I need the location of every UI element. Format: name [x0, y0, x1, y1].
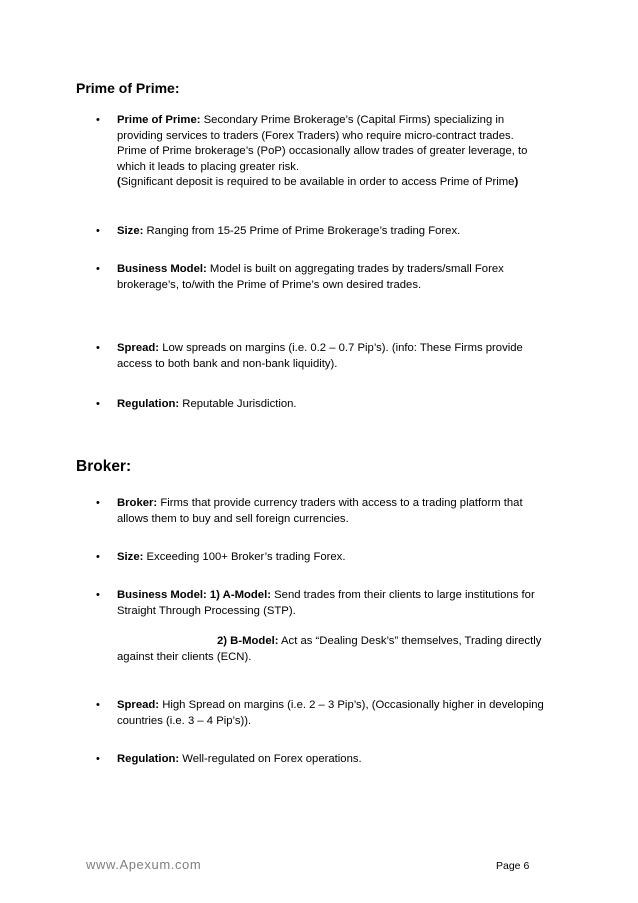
bullet-icon: •: [96, 263, 100, 275]
bullet-icon: •: [96, 342, 100, 354]
document-page: Prime of Prime: • Prime of Prime: Secondary Prime Brokerage’s (Capital Firms) specializing in providing services to traders (Forex Traders) who require micro-contract trades. Prime of Prime brokerage’s (PoP) occasionally allow trades of greater leverage, to which it leads to placing greater risk. (Significant deposit is required to be available in order to access Prime of Prime) • Size: Ranging from 15-25 Prime of Prime Brokerage’s trading Forex. • Business Model: Model is built on aggregating trades by traders/small Forex brokerage’s, to/with the Prime of Prime’s own desired trades. • Spread: Low spreads on margins (i.e. 0.2 – 0.7 Pip’s). (info: These Firms provide access to both bank and non-bank liquidity). • Regulation: Reputable Jurisdiction. Broker: • Broker: Firms that provide currency traders with access to a trading platform that allows them to buy and sell foreign currencies. • Size: Exceeding 100+ Broker’s trading Forex. • Business Model: 1) A-Model: Send trades from their clients to large institutions for Straight Through Processing (STP). 2) B-Model: Act as “Dealing Desk’s” themselves, Trading directly against their clients (ECN). • Spread: High Spread on margins (i.e. 2 – 3 Pip’s), (Occasionally higher in developing countries (i.e. 3 – 4 Pip’s)). • Regulation: Well-regulated on Forex operations. www.Apexum.com Page 6: [0, 0, 638, 903]
bullet-icon: •: [96, 753, 100, 765]
section-heading-prime-of-prime: Prime of Prime:: [76, 80, 180, 96]
bullet-icon: •: [96, 551, 100, 563]
bullet-icon: •: [96, 225, 100, 237]
bullet-icon: •: [96, 398, 100, 410]
bullet-icon: •: [96, 589, 100, 601]
footer-website: www.Apexum.com: [86, 857, 202, 872]
bullet-icon: •: [96, 699, 100, 711]
label-prime-of-prime: Prime of Prime:: [117, 114, 201, 126]
bullet-icon: •: [96, 497, 100, 509]
bullet-icon: •: [96, 114, 100, 126]
deposit-note: (Significant deposit is required to be available in order to access Prime of Prime): [117, 176, 519, 188]
page-number: Page 6: [496, 860, 530, 872]
section-heading-broker: Broker:: [76, 458, 132, 475]
